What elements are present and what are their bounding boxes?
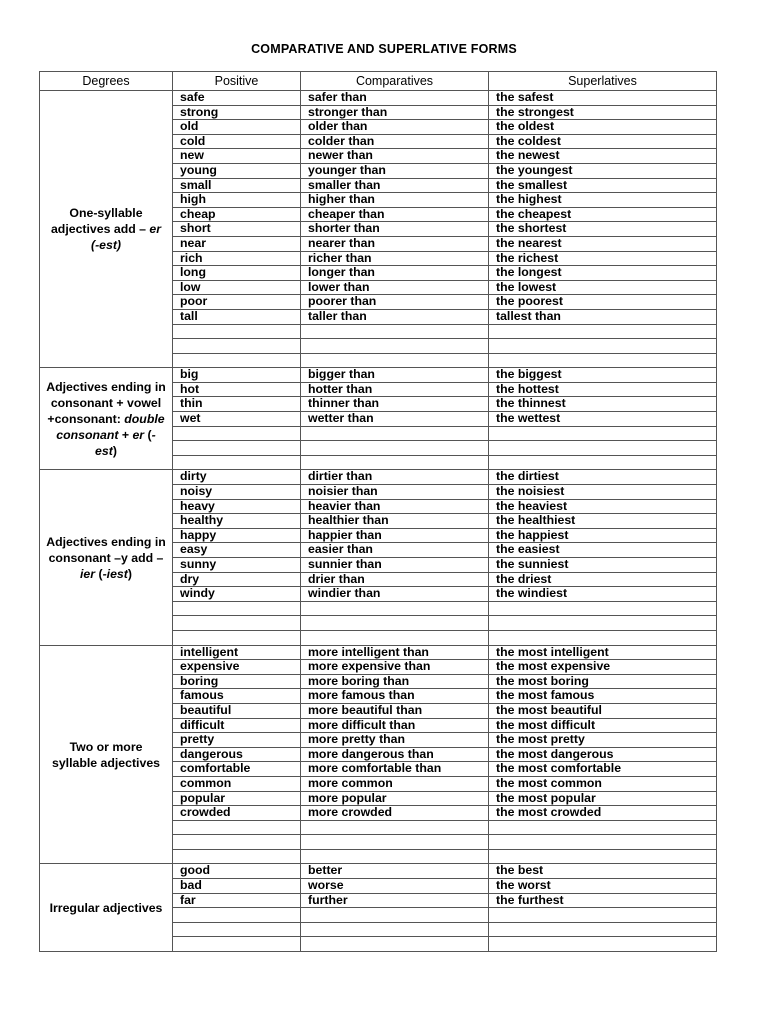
- positive-cell: [173, 937, 301, 952]
- superlative-cell: the most difficult: [489, 718, 717, 733]
- degree-label: [40, 470, 173, 645]
- superlative-cell: the cheapest: [489, 207, 717, 222]
- degree-label: [40, 368, 173, 470]
- degree-text-segment: -est: [95, 427, 156, 458]
- comparative-cell: [301, 937, 489, 952]
- positive-cell: pretty: [173, 733, 301, 748]
- header-comparatives: Comparatives: [301, 72, 489, 91]
- degree-text-segment: er: [132, 427, 145, 442]
- comparative-cell: colder than: [301, 134, 489, 149]
- positive-cell: new: [173, 149, 301, 164]
- positive-cell: tall: [173, 309, 301, 324]
- positive-cell: cold: [173, 134, 301, 149]
- comparative-cell: [301, 922, 489, 937]
- comparative-cell: safer than: [301, 91, 489, 106]
- superlative-cell: [489, 820, 717, 835]
- comparative-cell: [301, 324, 489, 339]
- positive-cell: expensive: [173, 660, 301, 675]
- positive-cell: young: [173, 163, 301, 178]
- positive-cell: [173, 835, 301, 850]
- positive-cell: hot: [173, 382, 301, 397]
- comparative-cell: easier than: [301, 543, 489, 558]
- comparative-cell: more famous than: [301, 689, 489, 704]
- superlative-cell: [489, 426, 717, 441]
- superlative-cell: the most pretty: [489, 733, 717, 748]
- degree-text-segment: -iest: [102, 566, 128, 581]
- superlative-cell: the most dangerous: [489, 747, 717, 762]
- comparative-cell: sunnier than: [301, 558, 489, 573]
- positive-cell: [173, 353, 301, 368]
- comparative-cell: worse: [301, 879, 489, 894]
- header-positive: Positive: [173, 72, 301, 91]
- comparative-cell: more boring than: [301, 674, 489, 689]
- positive-cell: wet: [173, 412, 301, 427]
- superlative-cell: the noisiest: [489, 485, 717, 500]
- comparative-cell: smaller than: [301, 178, 489, 193]
- positive-cell: dangerous: [173, 747, 301, 762]
- positive-cell: old: [173, 120, 301, 135]
- degree-text-segment: (: [144, 427, 152, 442]
- superlative-cell: the wettest: [489, 412, 717, 427]
- positive-cell: healthy: [173, 514, 301, 529]
- degree-text-segment: Adjectives ending in consonant + vowel +consonant:: [46, 379, 166, 426]
- positive-cell: boring: [173, 674, 301, 689]
- superlative-cell: the highest: [489, 193, 717, 208]
- positive-cell: easy: [173, 543, 301, 558]
- positive-cell: low: [173, 280, 301, 295]
- comparative-cell: cheaper than: [301, 207, 489, 222]
- positive-cell: windy: [173, 587, 301, 602]
- superlative-cell: the healthiest: [489, 514, 717, 529]
- degree-text-segment: +: [118, 427, 133, 442]
- superlative-cell: the thinnest: [489, 397, 717, 412]
- superlative-cell: [489, 455, 717, 470]
- positive-cell: [173, 441, 301, 456]
- degree-text-segment: Irregular adjectives: [49, 900, 163, 915]
- comparative-cell: [301, 820, 489, 835]
- positive-cell: [173, 922, 301, 937]
- table-row: [40, 91, 717, 106]
- comparative-cell: poorer than: [301, 295, 489, 310]
- superlative-cell: the hottest: [489, 382, 717, 397]
- positive-cell: thin: [173, 397, 301, 412]
- comparative-cell: drier than: [301, 572, 489, 587]
- superlative-cell: the strongest: [489, 105, 717, 120]
- comparative-cell: further: [301, 893, 489, 908]
- superlative-cell: [489, 616, 717, 631]
- degree-label: [40, 91, 173, 368]
- superlative-cell: [489, 849, 717, 864]
- superlative-cell: [489, 835, 717, 850]
- comparative-cell: better: [301, 864, 489, 879]
- superlative-cell: the lowest: [489, 280, 717, 295]
- comparative-cell: richer than: [301, 251, 489, 266]
- positive-cell: [173, 908, 301, 923]
- superlative-cell: the best: [489, 864, 717, 879]
- superlative-cell: [489, 922, 717, 937]
- positive-cell: dirty: [173, 470, 301, 485]
- superlative-cell: the most comfortable: [489, 762, 717, 777]
- comparative-cell: [301, 426, 489, 441]
- comparative-cell: [301, 441, 489, 456]
- degree-text-segment: One-syllable adjectives add –: [50, 206, 150, 237]
- superlative-cell: [489, 601, 717, 616]
- positive-cell: comfortable: [173, 762, 301, 777]
- positive-cell: strong: [173, 105, 301, 120]
- positive-cell: heavy: [173, 499, 301, 514]
- comparative-cell: [301, 908, 489, 923]
- comparative-cell: older than: [301, 120, 489, 135]
- superlative-cell: the most common: [489, 776, 717, 791]
- header-degrees: Degrees: [40, 72, 173, 91]
- superlative-cell: [489, 630, 717, 645]
- positive-cell: rich: [173, 251, 301, 266]
- degree-text-segment: ): [112, 443, 117, 458]
- comparative-cell: heavier than: [301, 499, 489, 514]
- positive-cell: bad: [173, 879, 301, 894]
- header-superlatives: Superlatives: [489, 72, 717, 91]
- positive-cell: far: [173, 893, 301, 908]
- comparative-cell: taller than: [301, 309, 489, 324]
- superlative-cell: the newest: [489, 149, 717, 164]
- comparative-cell: more beautiful than: [301, 703, 489, 718]
- comparative-cell: wetter than: [301, 412, 489, 427]
- comparative-cell: more expensive than: [301, 660, 489, 675]
- superlative-cell: the sunniest: [489, 558, 717, 573]
- comparative-cell: more pretty than: [301, 733, 489, 748]
- positive-cell: [173, 455, 301, 470]
- comparative-cell: bigger than: [301, 368, 489, 383]
- superlative-cell: the richest: [489, 251, 717, 266]
- positive-cell: [173, 426, 301, 441]
- comparative-cell: [301, 630, 489, 645]
- table-row: [40, 470, 717, 485]
- comparative-cell: more intelligent than: [301, 645, 489, 660]
- comparative-cell: stronger than: [301, 105, 489, 120]
- positive-cell: long: [173, 266, 301, 281]
- positive-cell: big: [173, 368, 301, 383]
- positive-cell: good: [173, 864, 301, 879]
- superlative-cell: the most popular: [489, 791, 717, 806]
- comparative-cell: happier than: [301, 528, 489, 543]
- positive-cell: happy: [173, 528, 301, 543]
- superlative-cell: the oldest: [489, 120, 717, 135]
- superlative-cell: [489, 353, 717, 368]
- table-row: [40, 864, 717, 879]
- superlative-cell: the longest: [489, 266, 717, 281]
- superlative-cell: the most intelligent: [489, 645, 717, 660]
- positive-cell: beautiful: [173, 703, 301, 718]
- comparative-cell: dirtier than: [301, 470, 489, 485]
- degree-text-segment: (: [95, 566, 103, 581]
- degree-label: [40, 645, 173, 864]
- comparative-cell: longer than: [301, 266, 489, 281]
- superlative-cell: [489, 339, 717, 354]
- degree-label: [40, 864, 173, 952]
- superlative-cell: the driest: [489, 572, 717, 587]
- degree-text-segment: er (-est): [90, 222, 162, 253]
- superlative-cell: [489, 324, 717, 339]
- table-body: [40, 91, 717, 952]
- superlative-cell: the easiest: [489, 543, 717, 558]
- positive-cell: sunny: [173, 558, 301, 573]
- positive-cell: famous: [173, 689, 301, 704]
- superlative-cell: the most beautiful: [489, 703, 717, 718]
- superlative-cell: the youngest: [489, 163, 717, 178]
- superlative-cell: the safest: [489, 91, 717, 106]
- comparative-cell: shorter than: [301, 222, 489, 237]
- positive-cell: popular: [173, 791, 301, 806]
- positive-cell: dry: [173, 572, 301, 587]
- document-title: COMPARATIVE AND SUPERLATIVE FORMS: [251, 42, 517, 56]
- positive-cell: noisy: [173, 485, 301, 500]
- comparative-superlative-table: [39, 71, 717, 952]
- superlative-cell: the dirtiest: [489, 470, 717, 485]
- positive-cell: short: [173, 222, 301, 237]
- degree-text-segment: Adjectives ending in consonant –y add –: [46, 534, 166, 565]
- degree-text-segment: ier: [80, 566, 96, 581]
- superlative-cell: the shortest: [489, 222, 717, 237]
- positive-cell: difficult: [173, 718, 301, 733]
- comparative-cell: more dangerous than: [301, 747, 489, 762]
- superlative-cell: the most famous: [489, 689, 717, 704]
- positive-cell: [173, 324, 301, 339]
- positive-cell: [173, 616, 301, 631]
- superlative-cell: the most expensive: [489, 660, 717, 675]
- superlative-cell: the happiest: [489, 528, 717, 543]
- comparative-cell: [301, 616, 489, 631]
- superlative-cell: the biggest: [489, 368, 717, 383]
- positive-cell: [173, 601, 301, 616]
- comparative-cell: [301, 835, 489, 850]
- comparative-cell: newer than: [301, 149, 489, 164]
- comparative-cell: [301, 353, 489, 368]
- comparative-cell: thinner than: [301, 397, 489, 412]
- comparative-cell: lower than: [301, 280, 489, 295]
- comparative-cell: windier than: [301, 587, 489, 602]
- positive-cell: near: [173, 236, 301, 251]
- comparative-cell: [301, 339, 489, 354]
- superlative-cell: the heaviest: [489, 499, 717, 514]
- comparative-cell: more popular: [301, 791, 489, 806]
- superlative-cell: the most boring: [489, 674, 717, 689]
- comparative-cell: [301, 455, 489, 470]
- superlative-cell: the nearest: [489, 236, 717, 251]
- comparative-cell: [301, 849, 489, 864]
- table-row: [40, 645, 717, 660]
- superlative-cell: the smallest: [489, 178, 717, 193]
- comparative-cell: more difficult than: [301, 718, 489, 733]
- superlative-cell: the most crowded: [489, 806, 717, 821]
- positive-cell: common: [173, 776, 301, 791]
- positive-cell: [173, 820, 301, 835]
- positive-cell: crowded: [173, 806, 301, 821]
- comparative-cell: hotter than: [301, 382, 489, 397]
- positive-cell: [173, 339, 301, 354]
- header-row: [40, 72, 717, 91]
- superlative-cell: the poorest: [489, 295, 717, 310]
- positive-cell: intelligent: [173, 645, 301, 660]
- superlative-cell: the worst: [489, 879, 717, 894]
- superlative-cell: the coldest: [489, 134, 717, 149]
- positive-cell: safe: [173, 91, 301, 106]
- positive-cell: cheap: [173, 207, 301, 222]
- superlative-cell: the furthest: [489, 893, 717, 908]
- comparative-cell: more common: [301, 776, 489, 791]
- comparative-cell: younger than: [301, 163, 489, 178]
- positive-cell: [173, 630, 301, 645]
- comparative-cell: more crowded: [301, 806, 489, 821]
- superlative-cell: [489, 937, 717, 952]
- comparative-cell: noisier than: [301, 485, 489, 500]
- superlative-cell: [489, 441, 717, 456]
- superlative-cell: tallest than: [489, 309, 717, 324]
- comparative-cell: higher than: [301, 193, 489, 208]
- positive-cell: high: [173, 193, 301, 208]
- superlative-cell: [489, 908, 717, 923]
- degree-text-segment: Two or more syllable adjectives: [51, 739, 160, 770]
- table-row: [40, 368, 717, 383]
- superlative-cell: the windiest: [489, 587, 717, 602]
- comparative-cell: nearer than: [301, 236, 489, 251]
- degree-text-segment: ): [127, 566, 132, 581]
- positive-cell: [173, 849, 301, 864]
- degree-text-segment: double consonant: [56, 411, 165, 442]
- positive-cell: poor: [173, 295, 301, 310]
- comparative-cell: more comfortable than: [301, 762, 489, 777]
- positive-cell: small: [173, 178, 301, 193]
- comparative-cell: healthier than: [301, 514, 489, 529]
- comparative-cell: [301, 601, 489, 616]
